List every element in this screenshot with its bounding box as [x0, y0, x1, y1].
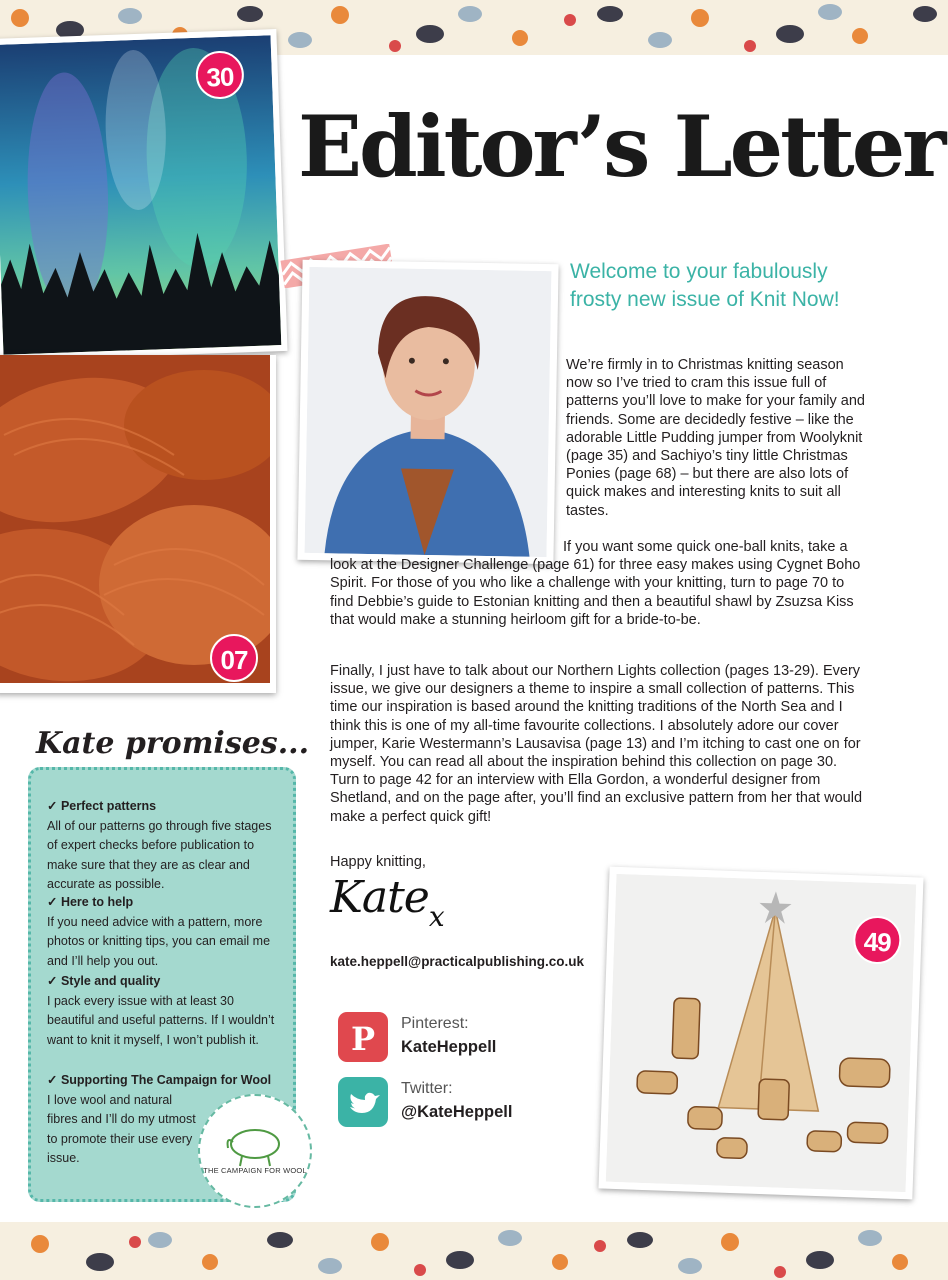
- wooden-tree-photo-frame: [598, 867, 923, 1200]
- letter-paragraph-2: [330, 538, 870, 629]
- promise-heading: ✓ Style and quality: [47, 974, 161, 988]
- promise-body: I love wool and natural fibres and I’ll do my utmost to promote their use every issue.: [47, 1092, 196, 1165]
- letter-paragraph-1: We’re firmly in to Christmas knitting season now so I’ve tried to cram this issue full of patterns you’ll love to make for your family and friends. Some are decidedly festive – like the adorable Little Pudding jumper from Woolyknit (page 35) and Sachiyo’s tiny little Christmas Ponies (page 68) – but there are also lots of quick makes and interesting knits to suit all tastes.: [566, 357, 865, 519]
- cat-pattern: [0, 1222, 948, 1280]
- promises-title: Kate promises...: [36, 726, 310, 761]
- signature-kiss: x: [428, 900, 445, 933]
- signature: [330, 872, 445, 933]
- promise-here-to-help: [47, 893, 279, 971]
- editor-email-link[interactable]: kate.heppell@practicalpublishing.co.uk: [330, 954, 584, 969]
- promise-heading: ✓ Here to help: [47, 895, 134, 909]
- twitter-label: Twitter:: [401, 1080, 453, 1097]
- twitter-handle[interactable]: @KateHeppell: [401, 1103, 513, 1121]
- campaign-for-wool-logo: [198, 1094, 312, 1208]
- letter-paragraph-2-text: If you want some quick one-ball knits, take a look at the Designer Challenge (page 61) for three easy makes using Cygnet Boho Spirit. For those of you who like a challenge with your knitting, turn to page 70 to find Debbie’s guide to Estonian knitting and then a beautiful shawl by Zsuzsa Kiss that would make a stunning heirloom gift for a bride-to-be.: [330, 539, 861, 628]
- page-badge-49: 49: [852, 915, 902, 965]
- pinterest-label: Pinterest:: [401, 1015, 469, 1032]
- promise-perfect-patterns: [47, 797, 279, 895]
- promise-style-quality: [47, 972, 279, 1050]
- signoff: Happy knitting,: [330, 854, 426, 870]
- pinterest-glyph: [338, 1012, 388, 1062]
- page-title: Editor’s Letter: [298, 97, 944, 196]
- yarn-photo-frame: [0, 355, 276, 693]
- pinterest-handle[interactable]: KateHeppell: [401, 1038, 497, 1056]
- welcome-heading: Welcome to your fabulously frosty new issue of Knit Now!: [570, 260, 840, 311]
- pinterest-icon[interactable]: [338, 1012, 388, 1062]
- bottom-cat-pattern-band: [0, 1222, 948, 1280]
- editor-portrait-frame: [297, 260, 558, 564]
- aurora-photo-frame: [0, 29, 288, 361]
- twitter-bird-glyph: [338, 1077, 388, 1127]
- promise-heading: ✓ Perfect patterns: [47, 799, 157, 813]
- twitter-icon[interactable]: [338, 1077, 388, 1127]
- promise-body: If you need advice with a pattern, more photos or knitting tips, you can email me and I’ll help you out.: [47, 914, 271, 968]
- page-badge-07: 07: [210, 634, 258, 682]
- promise-heading: ✓ Supporting The Campaign for Wool: [47, 1073, 272, 1087]
- svg-text:P: P: [350, 1020, 376, 1058]
- sheep-icon: [200, 1096, 310, 1206]
- page-badge-30: 30: [195, 50, 245, 100]
- campaign-for-wool-text: THE CAMPAIGN FOR WOOL: [203, 1166, 307, 1175]
- signature-name: Kate: [330, 872, 429, 923]
- promise-body: I pack every issue with at least 30 beautiful and useful patterns. If I wouldn’t want to knit it myself, I won’t publish it.: [47, 993, 275, 1047]
- promise-body: All of our patterns go through five stages of expert checks before publication to make sure that they are as clear and accurate as possible.: [47, 818, 272, 891]
- letter-paragraph-3: Finally, I just have to talk about our Northern Lights collection (pages 13-29). Every issue, we give our designers a theme to inspire a small collection of patterns. This time our inspiration is based around the knitting traditions of the North Sea and I think this is one of my all-time favourite collections. I absolutely adore our cover jumper, Karie Westermann’s Lausavisa (page 13) and I’m itching to cast one on for myself. You can read all about the inspiration behind this collection on page 30. Turn to page 42 for an interview with Ella Gordon, a wonderful designer from Shetland, and on the page after, you’ll find an exclusive pattern from her that would make a perfect quick gift!: [330, 663, 863, 825]
- editor-portrait: [305, 267, 552, 557]
